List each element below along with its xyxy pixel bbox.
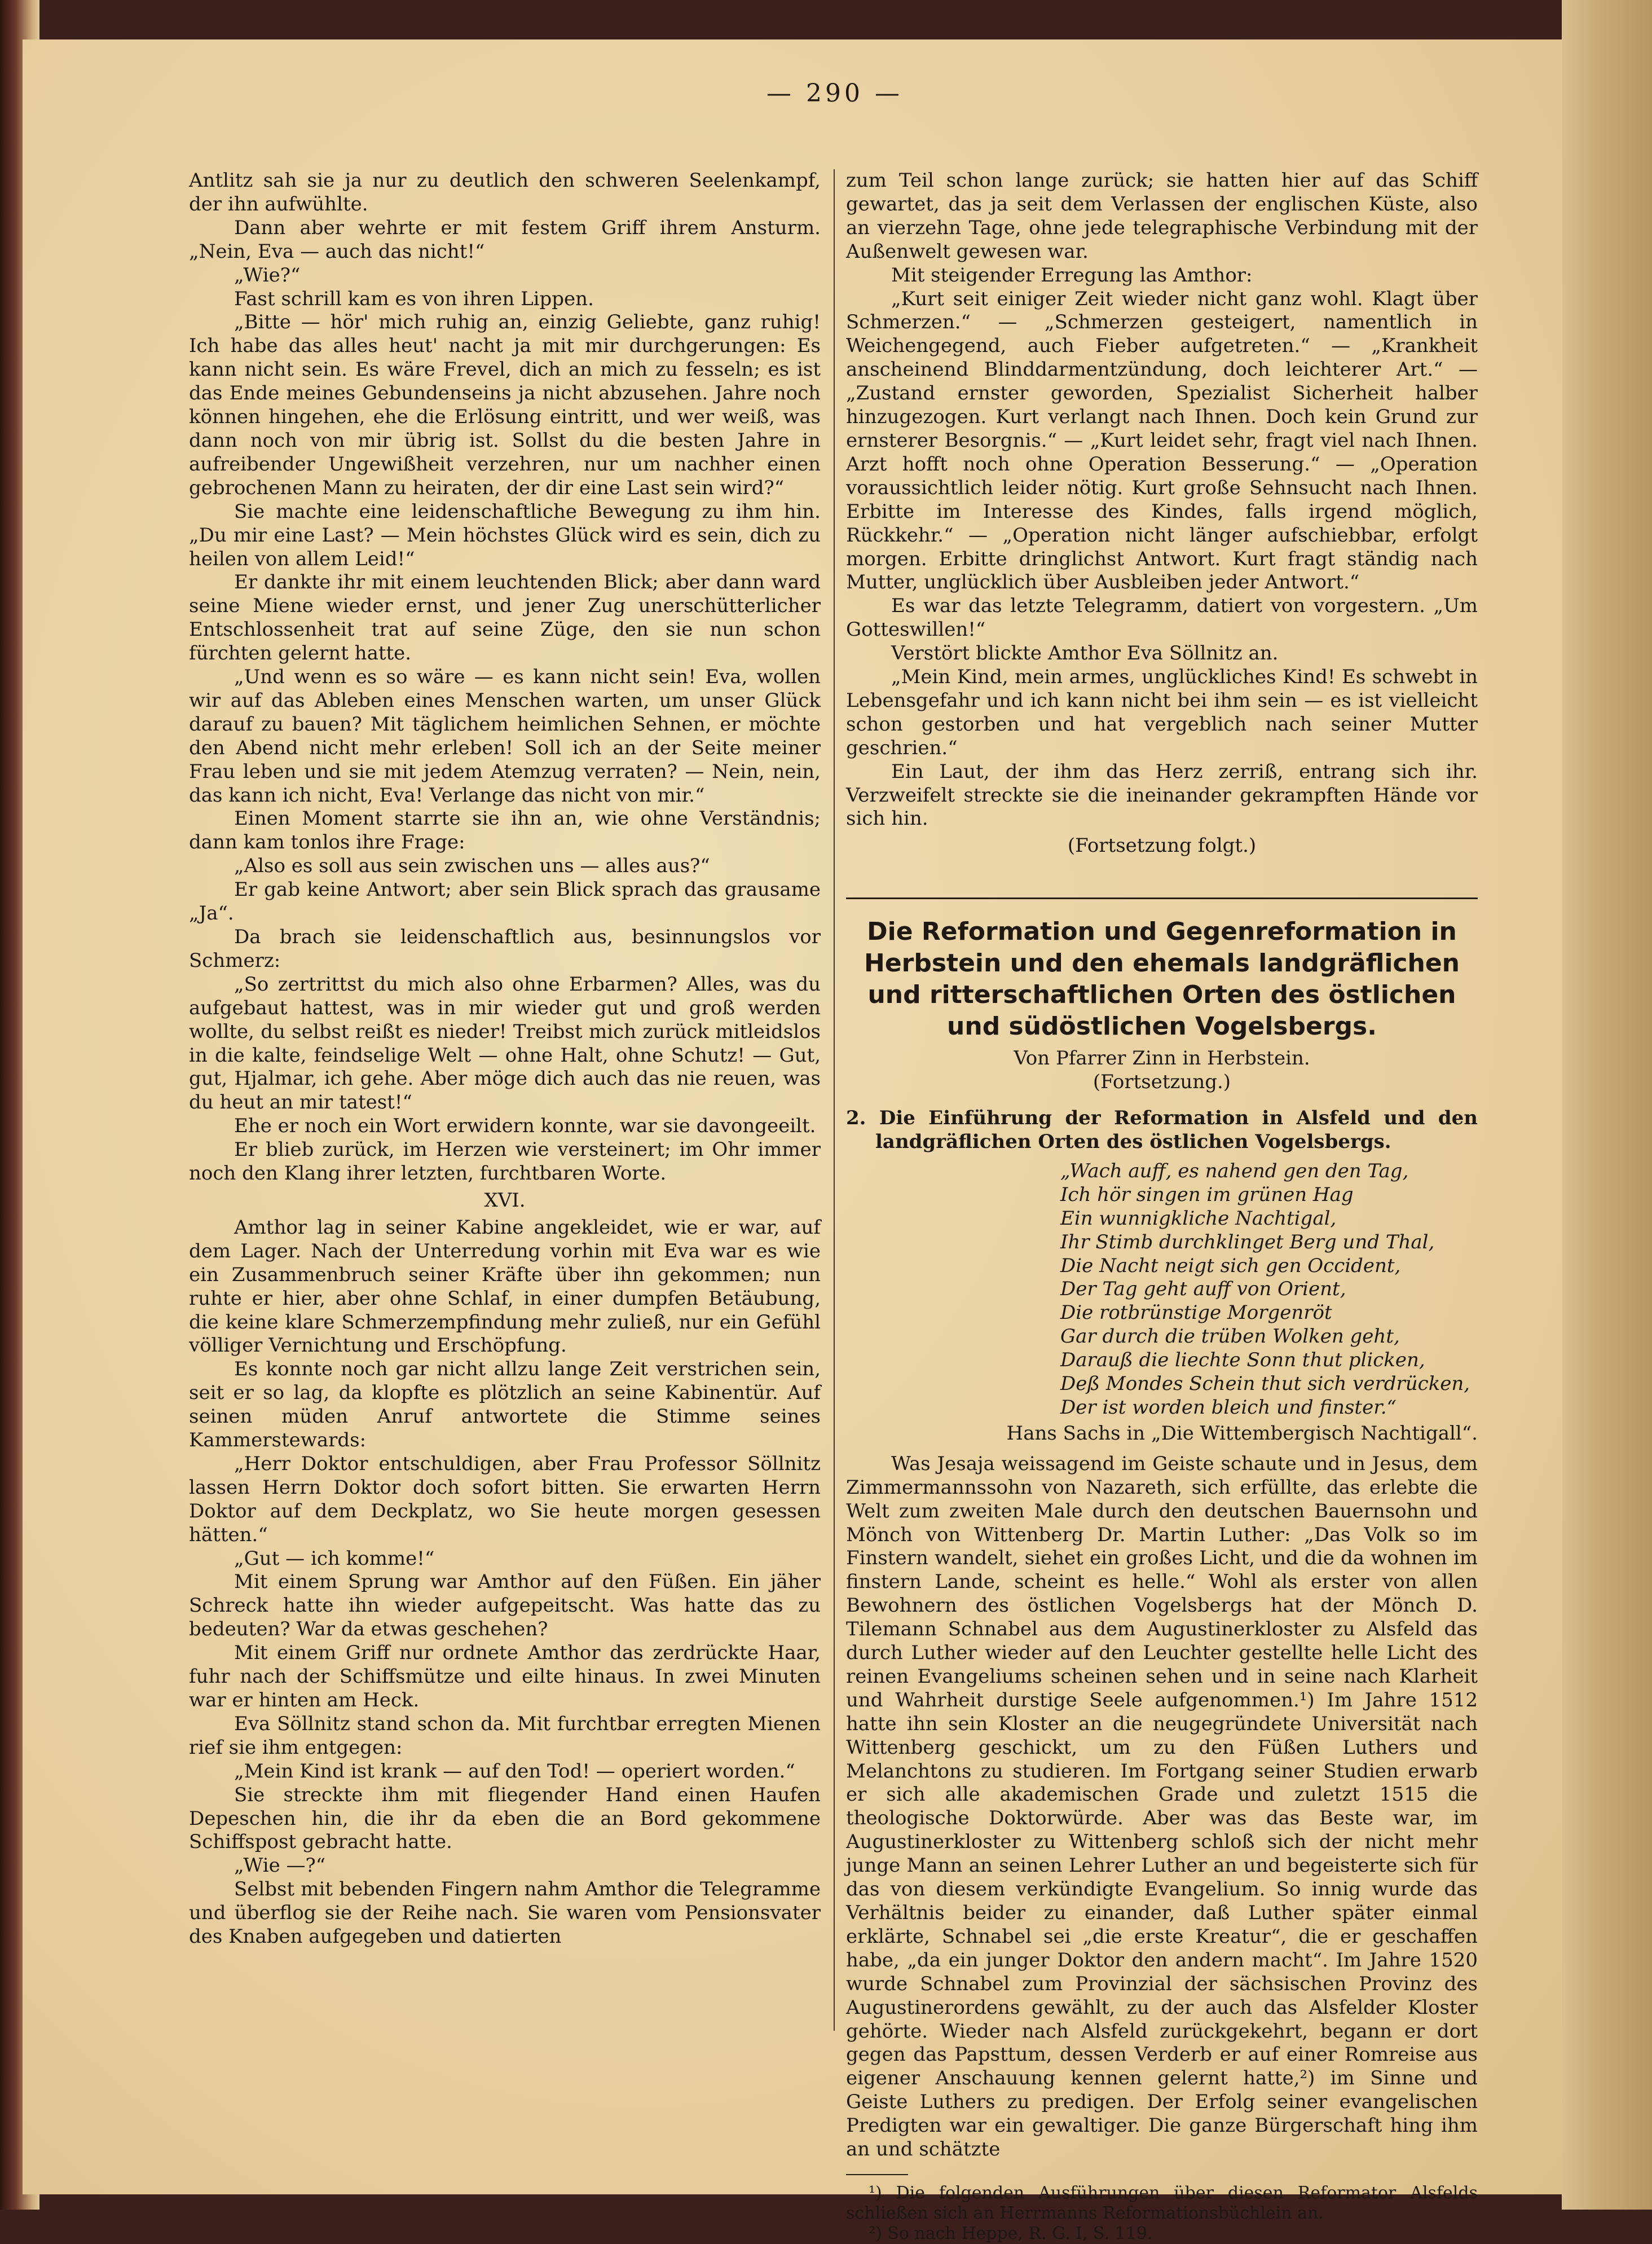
- column-divider: [834, 169, 835, 2031]
- paragraph: Ehe er noch ein Wort erwidern konnte, war sie davongeeilt.: [234, 1115, 816, 1138]
- poem-line: Darauß die liechte Sonn thut plicken,: [1060, 1349, 1425, 1372]
- paragraph: „So zertrittst du mich also ohne Erbarmen? Alles, was du aufgebaut hattest, was in mir wieder gut und groß werden wollte, du selbst reißt es nieder! Treibst mich zurück mitleidslos in die kalte, feindselige Welt — ohne Halt, ohne Schutz! — Gut, gut, Hjalmar, ich gehe. Aber möge dich auch das nie reuen, was du heut an mir tatest!“: [189, 973, 821, 1114]
- paragraph: „Mein Kind, mein armes, unglückliches Kind! Es schwebt in Lebensgefahr und ich kann nicht bei ihm sein — es ist vielleicht schon gestorben und hat vergeblich nach seiner Mutter geschrien.“: [846, 666, 1478, 759]
- poem-line: „Wach auff, es nahend gen den Tag,: [1060, 1159, 1409, 1182]
- paragraph: Es war das letzte Telegramm, datiert von vorgestern. „Um Gotteswillen!“: [846, 595, 1478, 641]
- paragraph: Eva Söllnitz stand schon da. Mit furchtbar erregten Mienen rief sie ihm entgegen:: [189, 1712, 821, 1759]
- paragraph: Sie machte eine leidenschaftliche Bewegung zu ihm hin. „Du mir eine Last? — Mein höchstes Glück wird es sein, dich zu heilen von allem Leid!“: [189, 500, 821, 570]
- telegram-text: „Kurt seit einiger Zeit wieder nicht ganz wohl. Klagt über Schmerzen.“ — „Schmerzen gesteigert, namentlich in Weichengegend, auch Fieber aufgetreten.“ — „Krankheit anscheinend Blinddarmentzündung, doch leichterer Art.“ — „Zustand ernster geworden, Spezialist Sicherheit halber hinzugezogen. Kurt verlangt nach Ihnen. Doch kein Grund zur ernsterer Besorgnis.“ — „Kurt leidet sehr, fragt viel nach Ihnen. Arzt hofft noch ohne Operation Besserung.“ — „Operation voraussichtlich leider nötig. Kurt große Sehnsucht nach Ihnen. Erbitte im Interesse des Kindes, falls irgend möglich, Rückkehr.“ — „Operation nicht länger aufschiebbar, erfolgt morgen. Erbitte dringlichst Antwort. Kurt fragt ständig nach Mutter, unglücklich über Ausbleiben jeder Antwort.“: [846, 287, 1478, 594]
- paragraph: Mit einem Griff nur ordnete Amthor das zerdrückte Haar, fuhr nach der Schiffsmütze und eilte hinaus. In zwei Minuten war er hinten am Heck.: [189, 1642, 821, 1711]
- paragraph: zum Teil schon lange zurück; sie hatten hier auf das Schiff gewartet, das ja seit dem Verlassen der englischen Küste, also an vierzehn Tage, ohne jede telegraphische Verbindung mit der Außenwelt gewesen war.: [846, 169, 1478, 263]
- paragraph: Da brach sie leidenschaftlich aus, besinnungslos vor Schmerz:: [189, 926, 821, 972]
- paragraph: „Wie?“: [234, 263, 301, 287]
- paragraph: Er dankte ihr mit einem leuchtenden Blick; aber dann ward seine Miene wieder ernst, und jener Zug unerschütterlicher Entschlossenheit trat auf seine Züge, den sie nun schon fürchten gelernt hatte.: [189, 571, 821, 665]
- paragraph: Selbst mit bebenden Fingern nahm Amthor die Telegramme und überflog sie der Reihe nach. Sie waren vom Pensionsvater des Knaben aufgegeben und datierten: [189, 1878, 821, 1948]
- paragraph: Einen Moment starrte sie ihn an, wie ohne Verständnis; dann kam tonlos ihre Frage:: [189, 807, 821, 854]
- footnote: ²) So nach Heppe, R. G. I, S. 119.: [869, 2223, 1153, 2243]
- continued-note: (Fortsetzung folgt.): [1067, 834, 1257, 857]
- page-number: — 290 —: [766, 79, 903, 108]
- poem-line: Die Nacht neigt sich gen Occident,: [1060, 1254, 1401, 1277]
- poem-line: Der ist worden bleich und finster.“: [1060, 1396, 1397, 1419]
- paragraph: Er blieb zurück, im Herzen wie versteinert; im Ohr immer noch den Klang ihrer letzten, furchtbaren Worte.: [189, 1138, 821, 1185]
- poem-line: Gar durch die trüben Wolken geht,: [1060, 1325, 1400, 1348]
- paragraph: Mit einem Sprung war Amthor auf den Füßen. Ein jäher Schreck hatte ihn wieder aufgepeitscht. Was hatte das zu bedeuten? War da etwas geschehen?: [189, 1570, 821, 1641]
- paragraph: „Bitte — hör' mich ruhig an, einzig Geliebte, ganz ruhig! Ich habe das alles heut' nacht ja mit mir durchgerungen: Es kann nicht sein. Es wäre Frevel, dich an mich zu fesseln; es ist das Ende meines Gebundenseins ja nicht abzusehen. Jahre noch können hingehen, ehe die Erlösung eintritt, und wer weiß, was dann noch von mir übrig ist. Sollst du die besten Jahre in aufreibender Ungewißheit verzehren, nur um nachher einen gebrochenen Mann zu heiraten, der dir eine Last sein wird?“: [189, 311, 821, 499]
- paragraph: Antlitz sah sie ja nur zu deutlich den schweren Seelenkampf, der ihn aufwühlte.: [189, 169, 821, 215]
- paragraph: „Und wenn es so wäre — es kann nicht sein! Eva, wollen wir auf das Ableben eines Menschen warten, um unser Glück darauf zu bauen? Mit täglichem heimlichen Sehnen, er möchte den Abend nicht mehr erleben! Soll ich an der Seite meiner Frau leben und sie mit jedem Atemzug verraten? — Nein, nein, das kann ich nicht, Eva! Verlange das nicht von mir.“: [189, 666, 821, 807]
- poem-line: Ich hör singen im grünen Hag: [1060, 1183, 1354, 1206]
- paragraph: „Also es soll aus sein zwischen uns — alles aus?“: [234, 855, 710, 878]
- paragraph: „Wie —?“: [234, 1854, 326, 1877]
- paragraph: Mit steigender Erregung las Amthor:: [891, 263, 1253, 287]
- poem-line: Die rotbrünstige Morgenröt: [1060, 1301, 1332, 1325]
- paragraph: Ein Laut, der ihm das Herz zerriß, entrang sich ihr. Verzweifelt streckte sie die ineinander gekrampften Hände vor sich hin.: [846, 760, 1478, 830]
- article-headline: Die Reformation und Gegenreformation in Herbstein und den ehemals landgräflichen und ritterschaftlichen Orten des östlichen und südöstlichen Vogelsbergs.: [864, 917, 1460, 1041]
- section-rule: [846, 897, 1478, 899]
- poem-line: Ihr Stimb durchklinget Berg und Thal,: [1060, 1230, 1435, 1253]
- paragraph: Es konnte noch gar nicht allzu lange Zeit verstrichen sein, seit er so lag, da klopfte es plötzlich an seine Kabinentür. Auf seinen müden Anruf antwortete die Stimme seines Kammerstewards:: [189, 1358, 821, 1452]
- poem-quote: [1060, 1160, 1478, 1420]
- poem-source: Hans Sachs in „Die Wittembergisch Nachtigall“.: [1006, 1422, 1478, 1445]
- right-column: [846, 169, 1478, 2244]
- poem-line: Ein wunnigkliche Nachtigal,: [1060, 1207, 1337, 1230]
- paragraph: Er gab keine Antwort; aber sein Blick sprach das grausame „Ja“.: [189, 878, 821, 925]
- article-byline: Von Pfarrer Zinn in Herbstein.: [1014, 1047, 1310, 1070]
- paragraph: Verstört blickte Amthor Eva Söllnitz an.: [891, 642, 1279, 665]
- continuation-note: (Fortsetzung.): [1092, 1071, 1231, 1094]
- left-column: [189, 169, 821, 1949]
- chapter-number: XVI.: [484, 1189, 526, 1212]
- page-stack-edge: [1562, 0, 1652, 2210]
- paragraph: „Gut — ich komme!“: [234, 1547, 435, 1570]
- paragraph: „Herr Doktor entschuldigen, aber Frau Professor Söllnitz lassen Herrn Doktor doch sofort bitten. Sie erwarten Herrn Doktor auf dem Deckplatz, wo Sie heute morgen gesessen hätten.“: [189, 1452, 821, 1546]
- paragraph: „Mein Kind ist krank — auf den Tod! — operiert worden.“: [234, 1759, 795, 1783]
- paragraph: Fast schrill kam es von ihren Lippen.: [234, 287, 594, 310]
- section-heading: 2. Die Einführung der Reformation in Alsfeld und den landgräflichen Orten des östlichen Vogelsbergs.: [846, 1107, 1478, 1153]
- article-body: Was Jesaja weissagend im Geiste schaute und in Jesus, dem Zimmermannssohn von Nazareth, sich erfüllte, das erlebte die Welt zum zweiten Male durch den deutschen Bauernsohn und Mönch von Wittenberg Dr. Martin Luther: „Das Volk so im Finstern wandelt, siehet ein großes Licht, und die da wohnen im finstern Lande, scheint es helle.“ Wohl als erster von allen Bewohnern des östlichen Vogelsbergs hat der Mönch D. Tilemann Schnabel aus dem Augustinerkloster zu Alsfeld das durch Luther wieder auf den Leuchter gestellte helle Licht des reinen Evangeliums scheinen sehen und in seine nach Klarheit und Wahrheit durstige Seele aufgenommen.¹) Im Jahre 1512 hatte ihn sein Kloster an die neugegründete Universität nach Wittenberg geschickt, um zu den Füßen Luthers und Melanchtons zu studieren. Im Fortgang seiner Studien erwarb er sich alle akademischen Grade und zuletzt 1515 die theologische Doktorwürde. Aber was das Beste war, im Augustinerkloster zu Wittenberg schloß sich der nicht mehr junge Mann an seinen Lehrer Luther an und begeisterte sich für das von diesem verkündigte Evangelium. So innig wurde das Verhältnis beider zu einander, daß Luther später einmal erklärte, Schnabel sei „die erste Kreatur“, die er geschaffen habe, „da ein junger Doktor den andern macht“. Im Jahre 1520 wurde Schnabel zum Provinzial der sächsischen Provinz des Augustinerordens gewählt, zu der auch das Alsfelder Kloster gehörte. Wieder nach Alsfeld zurückgekehrt, begann er dort gegen das Papsttum, dessen Verderb er auf einer Romreise aus eigener Anschauung kennen gelernt hatte,²) im Sinne und Geiste Luthers zu predigen. Der Erfolg seiner evangelischen Predigten war ein gewaltiger. Die ganze Bürgerschaft hing ihm an und schätzte: [846, 1452, 1478, 2161]
- paragraph: Dann aber wehrte er mit festem Griff ihrem Ansturm. „Nein, Eva — auch das nicht!“: [189, 216, 821, 263]
- footnote: ¹) Die folgenden Ausführungen über diesen Reformator Alsfelds schließen sich an Herrmanns Reformationsbüchlein an.: [846, 2183, 1478, 2223]
- poem-line: Deß Mondes Schein thut sich verdrücken,: [1060, 1372, 1470, 1396]
- paragraph: Sie streckte ihm mit fliegender Hand einen Haufen Depeschen hin, die ihr da eben die an Bord gekommene Schiffspost gebracht hatte.: [189, 1783, 821, 1854]
- footnote-rule: [846, 2174, 908, 2175]
- paragraph: Amthor lag in seiner Kabine angekleidet, wie er war, auf dem Lager. Nach der Unterredung vorhin mit Eva war es wie ein Zusammenbruch seiner Kräfte über ihn gekommen; nun ruhte er hier, aber ohne Schlaf, in einer dumpfen Betäubung, die keine klare Schmerzempfindung mehr zuließ, nur ein Gefühl völliger Vernichtung und Erschöpfung.: [189, 1216, 821, 1357]
- poem-line: Der Tag geht auff von Orient,: [1060, 1278, 1346, 1301]
